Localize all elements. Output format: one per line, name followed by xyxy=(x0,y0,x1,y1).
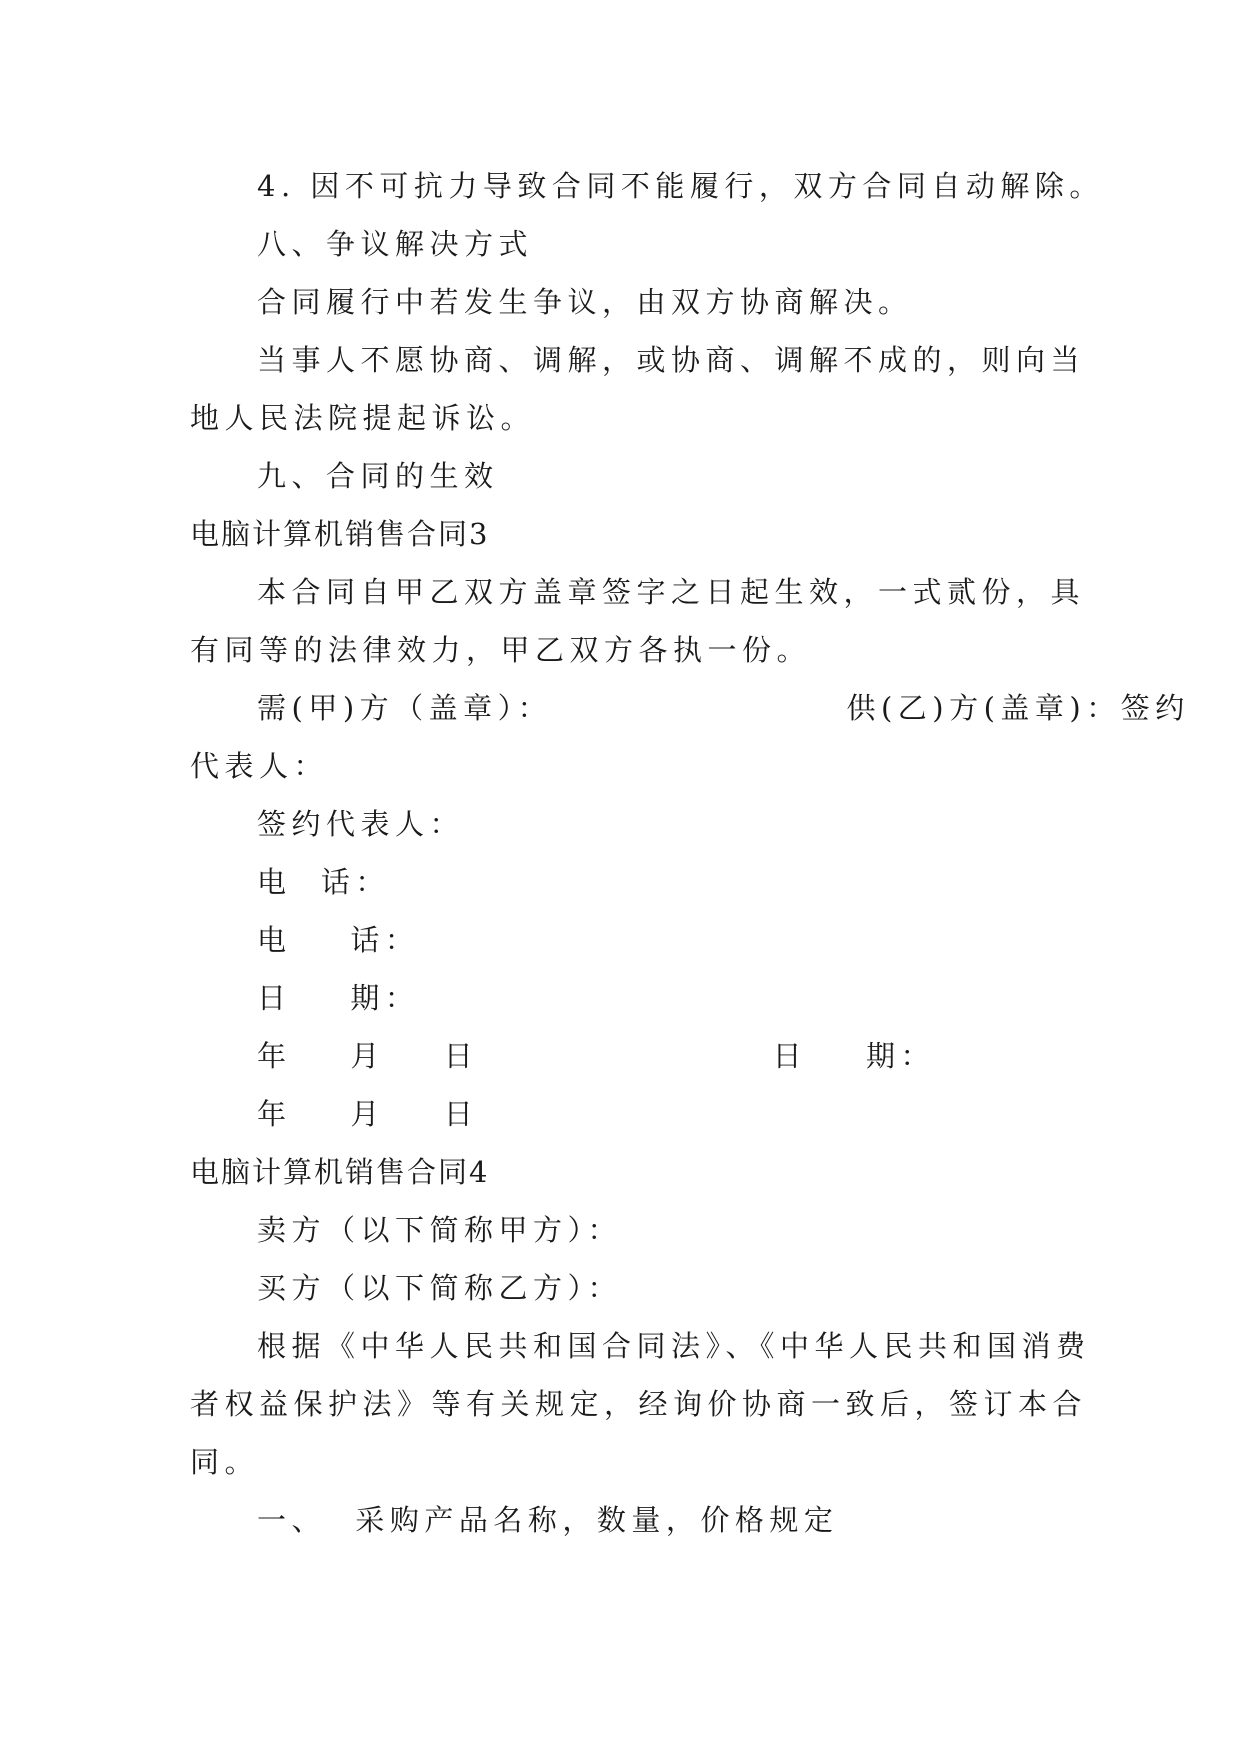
section-heading-effectiveness: 九、合同的生效 xyxy=(257,459,499,493)
paragraph-basis-line2: 者权益保护法》等有关规定，经询价协商一致后，签订本合 xyxy=(190,1387,1088,1421)
paragraph-dispute-negotiation: 合同履行中若发生争议，由双方协商解决。 xyxy=(257,285,913,319)
signature-parties-line: 需(甲)方（盖章）： 供(乙)方(盖章)：签约 xyxy=(257,691,1190,725)
seller-label: 卖方（以下简称甲方）： xyxy=(257,1213,623,1247)
paragraph-basis-line1: 根据《中华人民共和国合同法》、《中华人民共和国消费 xyxy=(257,1329,1091,1363)
date-fields-line: 年 月 日 日 期： xyxy=(257,1039,935,1073)
phone-label-buyer: 电 话： xyxy=(257,865,390,899)
date-label: 日 期： xyxy=(257,981,420,1015)
phone-label-seller: 电 话： xyxy=(257,923,420,957)
clause-force-majeure: 4. 因不可抗力导致合同不能履行，双方合同自动解除。 xyxy=(257,169,1104,203)
paragraph-dispute-court-line1: 当事人不愿协商、调解，或协商、调解不成的，则向当 xyxy=(257,343,1086,377)
contract-title-4: 电脑计算机销售合同4 xyxy=(190,1155,490,1189)
paragraph-effect-line1: 本合同自甲乙双方盖章签字之日起生效，一式贰份，具 xyxy=(257,575,1086,609)
section-heading-procurement: 一、 采购产品名称，数量，价格规定 xyxy=(257,1503,839,1537)
signature-representative-label: 签约代表人： xyxy=(257,807,465,841)
section-heading-dispute: 八、争议解决方式 xyxy=(257,227,534,261)
paragraph-dispute-court-line2: 地人民法院提起诉讼。 xyxy=(190,401,536,435)
paragraph-effect-line2: 有同等的法律效力，甲乙双方各执一份。 xyxy=(190,633,812,667)
contract-title-3: 电脑计算机销售合同3 xyxy=(190,517,490,551)
signature-representative-continued: 代表人： xyxy=(190,749,329,783)
date-fields-line-2: 年 月 日 xyxy=(257,1097,479,1131)
buyer-label: 买方（以下简称乙方）： xyxy=(257,1271,623,1305)
paragraph-basis-line3: 同。 xyxy=(190,1445,260,1479)
